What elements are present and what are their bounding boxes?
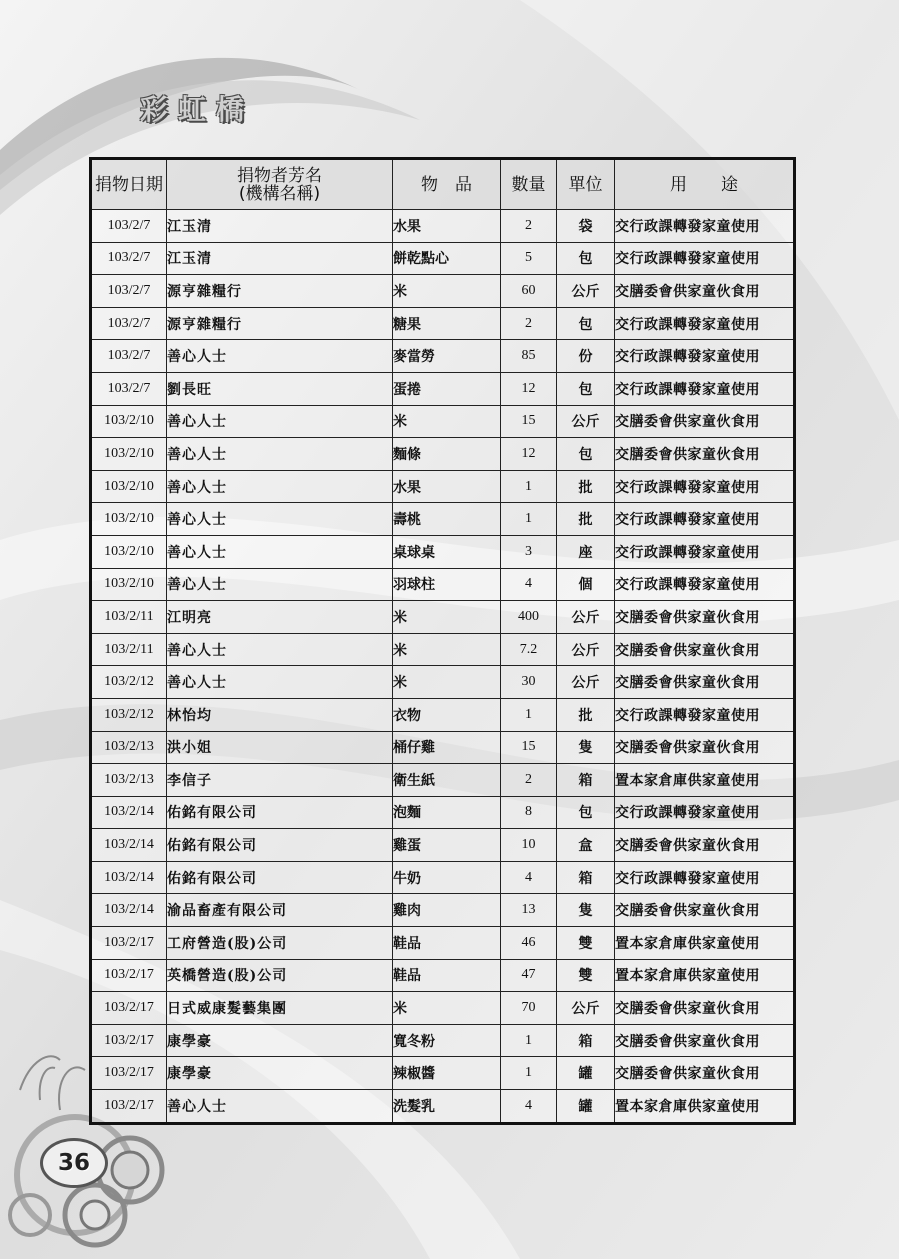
cell-unit: 座 — [557, 535, 615, 568]
cell-quantity: 70 — [501, 992, 557, 1025]
cell-use: 交行政課轉發家童使用 — [615, 568, 795, 601]
cell-use: 置本家倉庫供家童使用 — [615, 764, 795, 797]
cell-date: 103/2/10 — [91, 568, 167, 601]
cell-donor: 善心人士 — [167, 633, 393, 666]
cell-donor: 善心人士 — [167, 470, 393, 503]
cell-unit: 箱 — [557, 1024, 615, 1057]
cell-date: 103/2/14 — [91, 861, 167, 894]
cell-unit: 雙 — [557, 959, 615, 992]
header-use: 用 途 — [615, 159, 795, 210]
cell-donor: 工府營造(股)公司 — [167, 927, 393, 960]
cell-unit: 雙 — [557, 927, 615, 960]
cell-quantity: 1 — [501, 503, 557, 536]
cell-quantity: 2 — [501, 764, 557, 797]
cell-quantity: 12 — [501, 438, 557, 471]
header-date: 捐物日期 — [91, 159, 167, 210]
cell-quantity: 1 — [501, 470, 557, 503]
table-row — [91, 959, 795, 992]
cell-quantity: 15 — [501, 405, 557, 438]
cell-date: 103/2/7 — [91, 210, 167, 243]
cell-date: 103/2/17 — [91, 1024, 167, 1057]
cell-quantity: 4 — [501, 1090, 557, 1124]
cell-date: 103/2/17 — [91, 959, 167, 992]
cell-item: 水果 — [393, 470, 501, 503]
table-row — [91, 731, 795, 764]
cell-unit: 公斤 — [557, 405, 615, 438]
cell-use: 交膳委會供家童伙食用 — [615, 601, 795, 634]
table-row — [91, 796, 795, 829]
cell-item: 糖果 — [393, 307, 501, 340]
cell-donor: 善心人士 — [167, 503, 393, 536]
table-row — [91, 568, 795, 601]
table-row — [91, 340, 795, 373]
cell-use: 交膳委會供家童伙食用 — [615, 1057, 795, 1090]
cell-item: 餅乾點心 — [393, 242, 501, 275]
cell-unit: 隻 — [557, 731, 615, 764]
cell-use: 交行政課轉發家童使用 — [615, 503, 795, 536]
table-row — [91, 275, 795, 308]
cell-donor: 劉長旺 — [167, 372, 393, 405]
cell-item: 鞋品 — [393, 927, 501, 960]
cell-date: 103/2/7 — [91, 275, 167, 308]
cell-date: 103/2/10 — [91, 535, 167, 568]
cell-donor: 善心人士 — [167, 438, 393, 471]
table-row — [91, 894, 795, 927]
cell-use: 置本家倉庫供家童使用 — [615, 927, 795, 960]
table-row — [91, 1057, 795, 1090]
cell-unit: 罐 — [557, 1057, 615, 1090]
cell-date: 103/2/11 — [91, 601, 167, 634]
cell-donor: 善心人士 — [167, 568, 393, 601]
cell-donor: 善心人士 — [167, 666, 393, 699]
cell-quantity: 1 — [501, 698, 557, 731]
cell-use: 交膳委會供家童伙食用 — [615, 438, 795, 471]
cell-date: 103/2/17 — [91, 1090, 167, 1124]
cell-quantity: 30 — [501, 666, 557, 699]
cell-use: 交行政課轉發家童使用 — [615, 307, 795, 340]
cell-use: 交行政課轉發家童使用 — [615, 796, 795, 829]
cell-unit: 公斤 — [557, 633, 615, 666]
cell-item: 麥當勞 — [393, 340, 501, 373]
cell-quantity: 13 — [501, 894, 557, 927]
cell-use: 交膳委會供家童伙食用 — [615, 829, 795, 862]
cell-quantity: 8 — [501, 796, 557, 829]
cell-item: 牛奶 — [393, 861, 501, 894]
cell-unit: 公斤 — [557, 601, 615, 634]
table-row — [91, 470, 795, 503]
cell-quantity: 400 — [501, 601, 557, 634]
cell-quantity: 85 — [501, 340, 557, 373]
table-row — [91, 405, 795, 438]
cell-unit: 公斤 — [557, 275, 615, 308]
cell-unit: 包 — [557, 242, 615, 275]
cell-use: 置本家倉庫供家童使用 — [615, 1090, 795, 1124]
cell-quantity: 2 — [501, 307, 557, 340]
cell-quantity: 1 — [501, 1057, 557, 1090]
cell-quantity: 4 — [501, 568, 557, 601]
cell-donor: 源亨雜糧行 — [167, 275, 393, 308]
cell-date: 103/2/7 — [91, 372, 167, 405]
cell-unit: 罐 — [557, 1090, 615, 1124]
cell-item: 米 — [393, 666, 501, 699]
cell-quantity: 46 — [501, 927, 557, 960]
cell-date: 103/2/12 — [91, 666, 167, 699]
table-header-row — [91, 159, 795, 210]
cell-quantity: 3 — [501, 535, 557, 568]
cell-quantity: 60 — [501, 275, 557, 308]
cell-date: 103/2/17 — [91, 1057, 167, 1090]
cell-donor: 佑銘有限公司 — [167, 796, 393, 829]
table-row — [91, 1090, 795, 1124]
cell-unit: 公斤 — [557, 666, 615, 699]
cell-unit: 個 — [557, 568, 615, 601]
cell-unit: 包 — [557, 307, 615, 340]
cell-donor: 善心人士 — [167, 405, 393, 438]
cell-quantity: 4 — [501, 861, 557, 894]
cell-use: 交行政課轉發家童使用 — [615, 535, 795, 568]
cell-item: 雞肉 — [393, 894, 501, 927]
cell-donor: 佑銘有限公司 — [167, 861, 393, 894]
cell-item: 麵條 — [393, 438, 501, 471]
cell-item: 桌球桌 — [393, 535, 501, 568]
cell-date: 103/2/14 — [91, 796, 167, 829]
cell-item: 米 — [393, 275, 501, 308]
cell-use: 交行政課轉發家童使用 — [615, 861, 795, 894]
cell-donor: 江玉清 — [167, 210, 393, 243]
cell-date: 103/2/14 — [91, 894, 167, 927]
table-row — [91, 242, 795, 275]
cell-quantity: 7.2 — [501, 633, 557, 666]
table-row — [91, 535, 795, 568]
cell-unit: 隻 — [557, 894, 615, 927]
cell-use: 交行政課轉發家童使用 — [615, 372, 795, 405]
table-row — [91, 666, 795, 699]
cell-item: 洗髮乳 — [393, 1090, 501, 1124]
cell-item: 水果 — [393, 210, 501, 243]
cell-item: 桶仔雞 — [393, 731, 501, 764]
cell-donor: 渝品畜產有限公司 — [167, 894, 393, 927]
cell-item: 寬冬粉 — [393, 1024, 501, 1057]
cell-donor: 洪小姐 — [167, 731, 393, 764]
header-donor — [167, 159, 393, 210]
cell-date: 103/2/7 — [91, 242, 167, 275]
cell-unit: 箱 — [557, 764, 615, 797]
cell-quantity: 10 — [501, 829, 557, 862]
header-donor-name: 捐物者芳名 — [237, 165, 322, 186]
cell-use: 交膳委會供家童伙食用 — [615, 275, 795, 308]
header-unit: 單位 — [557, 159, 615, 210]
cell-donor: 佑銘有限公司 — [167, 829, 393, 862]
cell-date: 103/2/10 — [91, 470, 167, 503]
table-row — [91, 372, 795, 405]
table-row — [91, 861, 795, 894]
cell-use: 交膳委會供家童伙食用 — [615, 992, 795, 1025]
cell-date: 103/2/17 — [91, 927, 167, 960]
cell-date: 103/2/13 — [91, 731, 167, 764]
cell-item: 泡麵 — [393, 796, 501, 829]
cell-quantity: 12 — [501, 372, 557, 405]
table-row — [91, 438, 795, 471]
cell-item: 米 — [393, 601, 501, 634]
cell-donor: 康學豪 — [167, 1057, 393, 1090]
cell-use: 交行政課轉發家童使用 — [615, 242, 795, 275]
cell-unit: 公斤 — [557, 992, 615, 1025]
cell-date: 103/2/7 — [91, 307, 167, 340]
cell-date: 103/2/12 — [91, 698, 167, 731]
cell-quantity: 15 — [501, 731, 557, 764]
cell-use: 交膳委會供家童伙食用 — [615, 1024, 795, 1057]
cell-unit: 批 — [557, 503, 615, 536]
cell-quantity: 2 — [501, 210, 557, 243]
table-row — [91, 992, 795, 1025]
cell-unit: 箱 — [557, 861, 615, 894]
cell-use: 交行政課轉發家童使用 — [615, 470, 795, 503]
cell-use: 交膳委會供家童伙食用 — [615, 731, 795, 764]
cell-use: 交行政課轉發家童使用 — [615, 340, 795, 373]
cell-unit: 批 — [557, 470, 615, 503]
cell-unit: 批 — [557, 698, 615, 731]
cell-date: 103/2/10 — [91, 405, 167, 438]
cell-unit: 盒 — [557, 829, 615, 862]
cell-donor: 善心人士 — [167, 535, 393, 568]
header-quantity: 數量 — [501, 159, 557, 210]
cell-quantity: 5 — [501, 242, 557, 275]
table-row — [91, 307, 795, 340]
cell-use: 交膳委會供家童伙食用 — [615, 633, 795, 666]
cell-item: 米 — [393, 992, 501, 1025]
table-row — [91, 698, 795, 731]
page-number: 36 — [40, 1138, 108, 1188]
cell-unit: 袋 — [557, 210, 615, 243]
cell-donor: 源亨雜糧行 — [167, 307, 393, 340]
cell-donor: 林怡均 — [167, 698, 393, 731]
cell-date: 103/2/14 — [91, 829, 167, 862]
header-item: 物 品 — [393, 159, 501, 210]
table-row — [91, 601, 795, 634]
cell-use: 交膳委會供家童伙食用 — [615, 666, 795, 699]
cell-donor: 江玉清 — [167, 242, 393, 275]
cell-item: 蛋捲 — [393, 372, 501, 405]
cell-item: 衣物 — [393, 698, 501, 731]
cell-quantity: 47 — [501, 959, 557, 992]
cell-unit: 包 — [557, 438, 615, 471]
cell-item: 鞋品 — [393, 959, 501, 992]
table-row — [91, 927, 795, 960]
cell-use: 置本家倉庫供家童使用 — [615, 959, 795, 992]
cell-donor: 江明亮 — [167, 601, 393, 634]
cell-item: 衛生紙 — [393, 764, 501, 797]
cell-date: 103/2/13 — [91, 764, 167, 797]
cell-donor: 英橋營造(股)公司 — [167, 959, 393, 992]
cell-item: 羽球柱 — [393, 568, 501, 601]
table-row — [91, 1024, 795, 1057]
cell-use: 交膳委會供家童伙食用 — [615, 894, 795, 927]
cell-donor: 善心人士 — [167, 340, 393, 373]
table-body — [91, 210, 795, 1124]
cell-quantity: 1 — [501, 1024, 557, 1057]
table-row — [91, 503, 795, 536]
table-row — [91, 829, 795, 862]
cell-unit: 包 — [557, 372, 615, 405]
cell-item: 辣椒醬 — [393, 1057, 501, 1090]
cell-donor: 日式威康髮藝集團 — [167, 992, 393, 1025]
cell-item: 米 — [393, 405, 501, 438]
table-row — [91, 764, 795, 797]
cell-date: 103/2/7 — [91, 340, 167, 373]
cell-date: 103/2/10 — [91, 438, 167, 471]
cell-donor: 李信子 — [167, 764, 393, 797]
cell-unit: 包 — [557, 796, 615, 829]
cell-use: 交行政課轉發家童使用 — [615, 210, 795, 243]
cell-date: 103/2/11 — [91, 633, 167, 666]
cell-date: 103/2/17 — [91, 992, 167, 1025]
table-row — [91, 210, 795, 243]
cell-donor: 善心人士 — [167, 1090, 393, 1124]
cell-use: 交行政課轉發家童使用 — [615, 698, 795, 731]
cell-item: 壽桃 — [393, 503, 501, 536]
cell-donor: 康學豪 — [167, 1024, 393, 1057]
cell-item: 米 — [393, 633, 501, 666]
cell-date: 103/2/10 — [91, 503, 167, 536]
cell-item: 雞蛋 — [393, 829, 501, 862]
cell-unit: 份 — [557, 340, 615, 373]
table-row — [91, 633, 795, 666]
header-donor-org: (機構名稱) — [238, 183, 321, 204]
donation-table — [89, 157, 796, 1125]
cell-use: 交膳委會供家童伙食用 — [615, 405, 795, 438]
brand-title: 彩虹橋 — [140, 93, 255, 126]
